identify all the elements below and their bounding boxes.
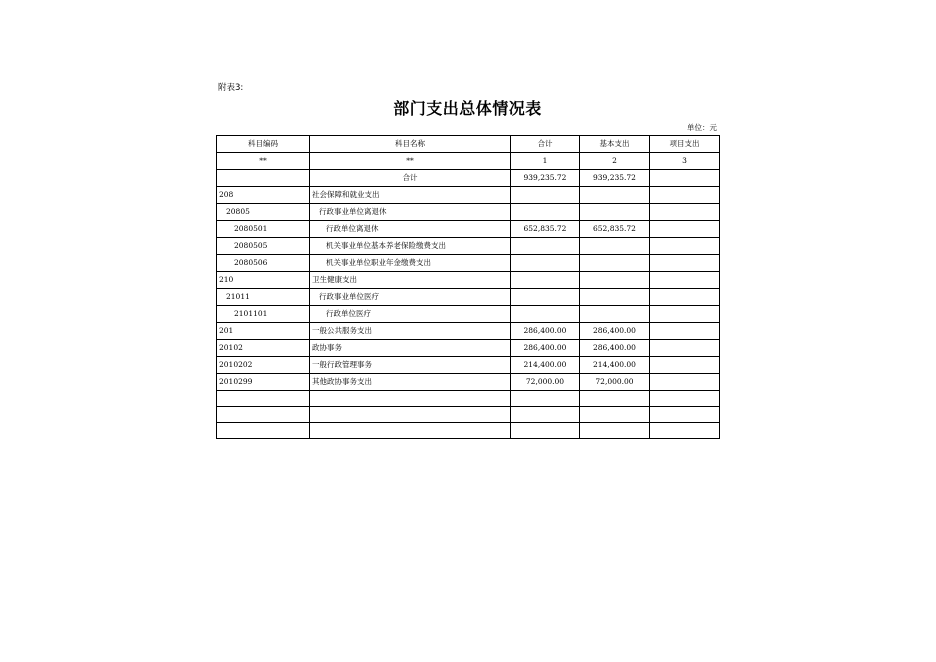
row-name: 卫生健康支出: [310, 272, 511, 289]
row-project: [650, 423, 720, 439]
header-project: 项目支出: [650, 136, 720, 153]
row-total: [511, 289, 580, 306]
row-code: 201: [217, 323, 310, 340]
row-basic: [580, 255, 650, 272]
row-total: 939,235.72: [511, 170, 580, 187]
row-total: [511, 423, 580, 439]
unit-label: 单位：元: [687, 123, 717, 132]
row-project: [650, 391, 720, 407]
row-basic: 939,235.72: [580, 170, 650, 187]
row-code: 2010202: [217, 357, 310, 374]
row-basic: [580, 289, 650, 306]
table-row: [217, 272, 720, 289]
row-total: [511, 238, 580, 255]
table-row: [217, 391, 720, 407]
page-title: 部门支出总体情况表: [393, 99, 542, 118]
row-name: [310, 407, 511, 423]
header-basic: 基本支出: [580, 136, 650, 153]
row-project: [650, 238, 720, 255]
row-basic: [580, 238, 650, 255]
row-code: 2080505: [217, 238, 310, 255]
table-header-row: [217, 136, 720, 153]
row-total: [511, 306, 580, 323]
row-name: 其他政协事务支出: [310, 374, 511, 391]
row-total: [511, 255, 580, 272]
table-row: [217, 423, 720, 439]
row-code: 208: [217, 187, 310, 204]
row-name: 行政事业单位离退休: [310, 204, 511, 221]
index-basic: 2: [580, 153, 650, 170]
row-total: [511, 272, 580, 289]
table-row: [217, 255, 720, 272]
row-name: 政协事务: [310, 340, 511, 357]
header-total: 合计: [511, 136, 580, 153]
index-total: 1: [511, 153, 580, 170]
row-name: 社会保障和就业支出: [310, 187, 511, 204]
row-total: [511, 204, 580, 221]
row-basic: [580, 187, 650, 204]
row-code: 21011: [217, 289, 310, 306]
row-code: 210: [217, 272, 310, 289]
row-project: [650, 255, 720, 272]
row-basic: [580, 204, 650, 221]
row-code: 2010299: [217, 374, 310, 391]
row-project: [650, 187, 720, 204]
row-name: 行政单位医疗: [310, 306, 511, 323]
row-project: [650, 272, 720, 289]
row-project: [650, 374, 720, 391]
row-project: [650, 407, 720, 423]
row-name: 行政事业单位医疗: [310, 289, 511, 306]
row-total: [511, 187, 580, 204]
row-code: [217, 391, 310, 407]
row-name: 行政单位离退休: [310, 221, 511, 238]
row-basic: [580, 272, 650, 289]
header-code: 科目编码: [217, 136, 310, 153]
row-project: [650, 289, 720, 306]
table-row: [217, 221, 720, 238]
row-project: [650, 340, 720, 357]
expenditure-table: [216, 135, 720, 439]
table-index-row: [217, 153, 720, 170]
row-name: [310, 423, 511, 439]
row-total: 286,400.00: [511, 323, 580, 340]
row-basic: 72,000.00: [580, 374, 650, 391]
row-total: 72,000.00: [511, 374, 580, 391]
row-total: [511, 407, 580, 423]
row-name: 一般公共服务支出: [310, 323, 511, 340]
table-row: [217, 340, 720, 357]
row-code: 2080506: [217, 255, 310, 272]
row-basic: [580, 423, 650, 439]
attachment-label: 附表3:: [218, 83, 244, 93]
row-project: [650, 323, 720, 340]
row-name: 一般行政管理事务: [310, 357, 511, 374]
row-code: 2080501: [217, 221, 310, 238]
header-name: 科目名称: [310, 136, 511, 153]
row-basic: 214,400.00: [580, 357, 650, 374]
row-code: [217, 407, 310, 423]
row-name: 合计: [310, 170, 511, 187]
row-total: 652,835.72: [511, 221, 580, 238]
row-project: [650, 306, 720, 323]
row-project: [650, 204, 720, 221]
table-row: [217, 306, 720, 323]
row-total: 286,400.00: [511, 340, 580, 357]
row-basic: 286,400.00: [580, 340, 650, 357]
table-row: [217, 187, 720, 204]
table-row: [217, 204, 720, 221]
table-row: [217, 357, 720, 374]
row-basic: [580, 391, 650, 407]
table-row: [217, 170, 720, 187]
row-total: [511, 391, 580, 407]
row-name: 机关事业单位职业年金缴费支出: [310, 255, 511, 272]
row-code: 2101101: [217, 306, 310, 323]
index-code: **: [217, 153, 310, 170]
row-name: 机关事业单位基本养老保险缴费支出: [310, 238, 511, 255]
row-project: [650, 170, 720, 187]
table-row: [217, 407, 720, 423]
row-project: [650, 221, 720, 238]
row-basic: [580, 407, 650, 423]
row-total: 214,400.00: [511, 357, 580, 374]
table-row: [217, 238, 720, 255]
row-name: [310, 391, 511, 407]
row-code: [217, 423, 310, 439]
row-basic: [580, 306, 650, 323]
row-basic: 286,400.00: [580, 323, 650, 340]
row-code: 20102: [217, 340, 310, 357]
index-project: 3: [650, 153, 720, 170]
row-code: [217, 170, 310, 187]
table-row: [217, 289, 720, 306]
table-row: [217, 374, 720, 391]
table-row: [217, 323, 720, 340]
row-project: [650, 357, 720, 374]
index-name: **: [310, 153, 511, 170]
row-basic: 652,835.72: [580, 221, 650, 238]
row-code: 20805: [217, 204, 310, 221]
